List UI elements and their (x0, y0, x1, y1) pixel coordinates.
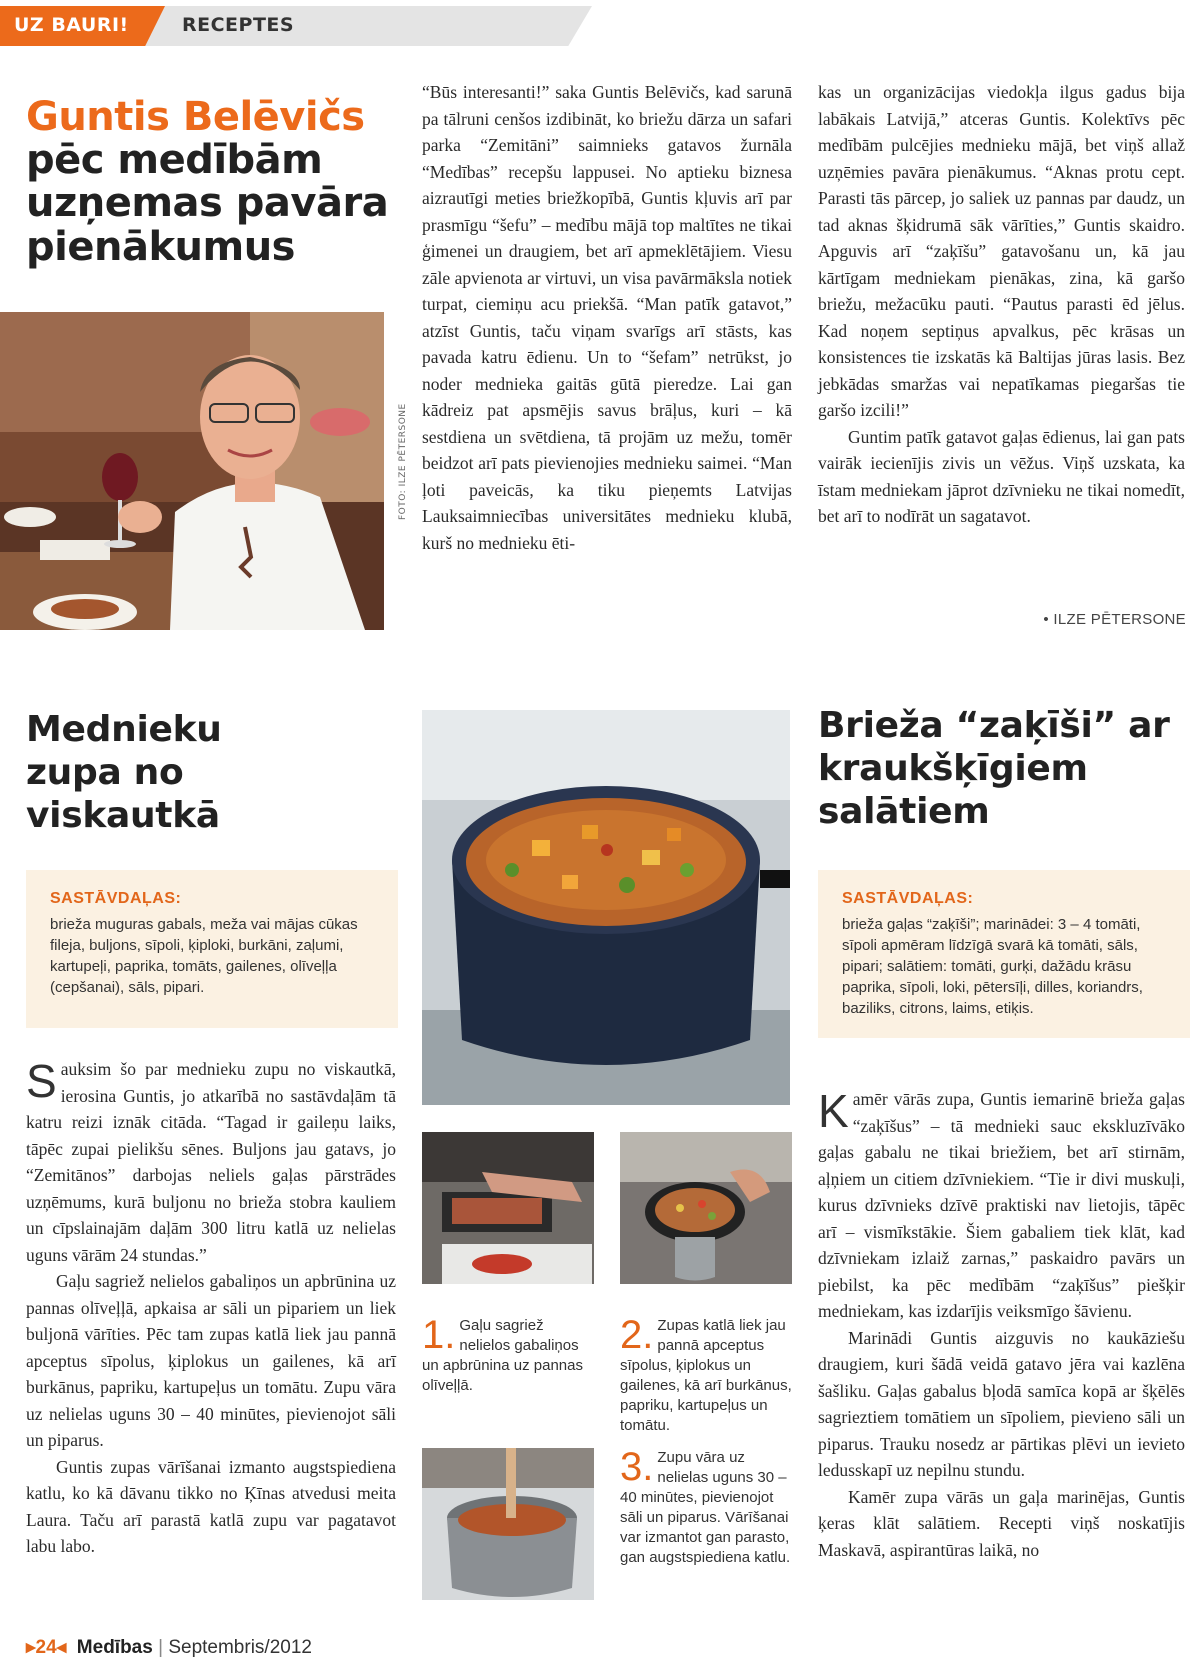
body-paragraph: Guntis zupas vārīšanai izmanto augstspiediena katlu, ko kā dāvanu tikko no Ķīnas atvedusi meita Laura. Taču arī parastā katlā zupu var pagatavot labu labo. (26, 1456, 396, 1556)
recipe1-title: Mednieku zupa no viskautkā (26, 709, 222, 837)
body-paragraph: Marinādi Guntis aizguvis no kaukāziešu draugiem, kuri šādā veidā gatavo jēra vai kazlēna šašliku. Gaļas gabalus bļodā samīca kopā ar šķēlēs sagrieztiem tomātiem un sīpoliem, pievieno sāli un piparus. Trauku nosedz ar pārtikas plēvi un ievieto ledusskapī uz nepilnu stundu. (818, 1327, 1185, 1480)
recipe1-ingredients-box (26, 870, 398, 1028)
dropcap: K (818, 1085, 849, 1137)
step-3 (620, 1445, 792, 1568)
recipe2-body (818, 1086, 1185, 1563)
magazine-name: Medības (76, 1637, 153, 1658)
category-label: RECEPTES (182, 14, 295, 36)
step-3-photo (422, 1448, 594, 1600)
step-1 (422, 1313, 594, 1396)
issue-date: Septembris/2012 (168, 1637, 312, 1658)
portrait-photo (0, 312, 384, 630)
body-paragraph: Kamēr zupa vārās un gaļa marinējas, Guntis ķeras klāt salātiem. Recepti viņš noskatījis Maskavā, aspirantūras laikā, no (818, 1486, 1185, 1560)
step-number: 2. (620, 1313, 654, 1357)
ingredients-text: brieža muguras gabals, meža vai mājas cūkas fileja, buljons, sīpoli, ķiploki, burkāni, zaļumi, kartupeļi, paprika, tomāts, gailenes, olīveļļa (cepšanai), sāls, pipari. (50, 916, 358, 996)
intro-column-1 (422, 79, 792, 556)
author-byline: • ILZE PĒTERSONE (1043, 611, 1186, 628)
ingredients-label: SASTĀVDAĻAS: (50, 890, 182, 907)
step-2 (620, 1313, 792, 1436)
body-paragraph: Gaļu sagriež nelielos gabaliņos un apbrūnina uz pannas olīveļļā, apkaisa ar sāli un pipariem un liek buljonā vārīties. Pēc tam zupas katlā liek jau pannā apceptus sīpolus, ķiplokus un gailenes, kā arī burkānus, papriku, kartupeļus un tomātu. Zupu vāra uz nelielas uguns 30 – 40 minūtes, pievienojot sāli un piparus. (26, 1271, 396, 1450)
step-text: Gaļu sagriež nelielos gabaliņos un apbrūnina uz pannas olīveļļā. (422, 1317, 583, 1394)
intro-column-2 (818, 79, 1185, 530)
step-text: Zupas katlā liek jau pannā apceptus sīpolus, ķiplokus un gailenes, kā arī burkānus, papriku, kartupeļus un tomātu. (620, 1317, 792, 1434)
step-number: 1. (422, 1313, 456, 1357)
headline-name: Guntis Belēvičs (26, 94, 365, 140)
headline (26, 96, 406, 269)
photo-credit: FOTO: ILZE PĒTERSONE (398, 403, 408, 520)
section-label: UZ BAURI! (14, 14, 129, 36)
page-footer: ▸24◂ Medības | Septembris/2012 (26, 1637, 312, 1658)
intro-paragraph: “Būs interesanti!” saka Guntis Belēvičs, kad sarunā pa tālruni cenšos izdibināt, ko briežu dārza un safari parka “Zemitāni” saimnieks gatavos žurnāla “Medības” recepšu lappusei. No aptieku biznesa aizrautīgi meties briežkopībā, Guntis kļuvis arī par prasmīgu “šefu” – medību mājā top maltītes ne tikai ģimenei un draugiem, bet arī apmeklētājiem. Viesu zāle apvienota ar virtuvi, un visa pavārmāksla notiek turpat, ciemiņu acu priekšā. “Man patīk gatavot,” atzīst Guntis, taču viņam svarīgs arī stāsts, kas pavada katru ēdienu. Un to “šefam” netrūkst, jo noder mednieka gaitās gūtā pieredze. Lai gan kādreiz pat apsmējis savus brāļus, kuri – kā sestdiena un svētdiena, tā projām uz mežu, tomēr beidzot arī pats pievienojies mednieku saimei. “Man ļoti paveicās, ka tiku pieņemts Latvijas Lauksaimniecības universitātes mednieku klubā, kurš no mednieku ēti- (422, 82, 792, 553)
step-2-photo (620, 1132, 792, 1284)
body-paragraph: auksim šo par mednieku zupu no viskautkā, ierosina Guntis, jo atkarībā no sastāvdaļām tā katru reizi iznāk citāda. “Tagad ir gaileņu laiks, tāpēc zupai pielikšu sēnes. Buljons jau gatavs, jo “Zemitānos” darbojas neliels gaļas pārstrādes uzņēmums, kurā buljonu no brieža stobra kauliem un cīpslainajām daļām 300 litru katlā uz nelielas uguns vārām 24 stundas.” (26, 1059, 396, 1265)
ingredients-text: brieža gaļas “zaķīši”; marinādei: 3 – 4 tomāti, sīpoli apmēram līdzīgā svarā kā tomāti, sāls, pipari; salātiem: tomāti, gurķi, dažādu krāsu paprika, sīpoli, loki, pētersīļi, dilles, koriandrs, baziliks, citrons, laims, etiķis. (842, 916, 1143, 1017)
recipe1-body (26, 1056, 396, 1560)
step-1-photo (422, 1132, 594, 1284)
step-number: 3. (620, 1445, 654, 1489)
page-number: 24 (35, 1637, 57, 1658)
recipe2-ingredients-box (818, 870, 1190, 1038)
step-text: Zupu vāra uz nelielas uguns 30 – 40 minūtes, pievienojot sāli un piparus. Vārīšanai var izmantot gan parasto, gan augstspiediena katlu. (620, 1449, 791, 1566)
recipe2-title: Brieža “zaķīši” ar kraukšķīgiem salātiem (818, 705, 1170, 833)
intro-paragraph: kas un organizācijas viedokļa ilgus gadus bija labākais Latvijā,” atceras Guntis. Kolektīvs pēc medībām pulcējies mednieku mājā, bet viņš allaž uzņēmies pavāra pienākumus. “Aknas protu cept. Parasti tās pārcep, jo saliek uz pannas par daudz, un tad aknas šķidrumā sāk vārīties,” Guntis skaidro. Apguvis arī “zaķīšu” gatavošanu un, kā jau kārtīgam medniekam pienākas, zina, kā garšo briežu, mežacūku pauti. “Pautus parasti ēd jēlus. Kad noņem septiņus apvalkus, pēc krāsas un konsistences tie izskatās kā Baltijas jūras lasis. Bez jebkādas smaržas vai nepatīkamas piegaršas tie garšo izcili!” (818, 82, 1185, 420)
intro-paragraph: Guntim patīk gatavot gaļas ēdienus, lai gan pats vairāk iecienījis zivis un vēžus. Viņš uzskata, ka īstam medniekam jāprot dzīvnieku ne tikai nomedīt, bet arī to nodīrāt un sagatavot. (818, 426, 1185, 526)
soup-pot-photo (422, 710, 790, 1105)
ingredients-label: SASTĀVDAĻAS: (842, 890, 974, 907)
body-paragraph: amēr vārās zupa, Guntis iemarinē brieža gaļas “zaķīšus” – tā mednieki sauc ekskluzīvāko gaļas gabalu ne tikai briežiem, bet arī stirnām, aļņiem un citiem dzīvniekiem. “Tie ir divi muskuļi, kurus dzīvnieks dzīvē praktiski nav lietojis, tāpēc arī – vismīkstākie. Šiem gabaliem tiek klāt, kad dzīvniekam izlaiž zarnas,” paskaidro pavārs un piebilst, ka pēc medībām “zaķīšus” piešķir medniekam, kas izdarījis veiksmīgo šāvienu. (818, 1089, 1185, 1321)
headline-subtitle: pēc medībām uzņemas pavāra pienākumus (26, 137, 389, 270)
dropcap: S (26, 1055, 57, 1107)
